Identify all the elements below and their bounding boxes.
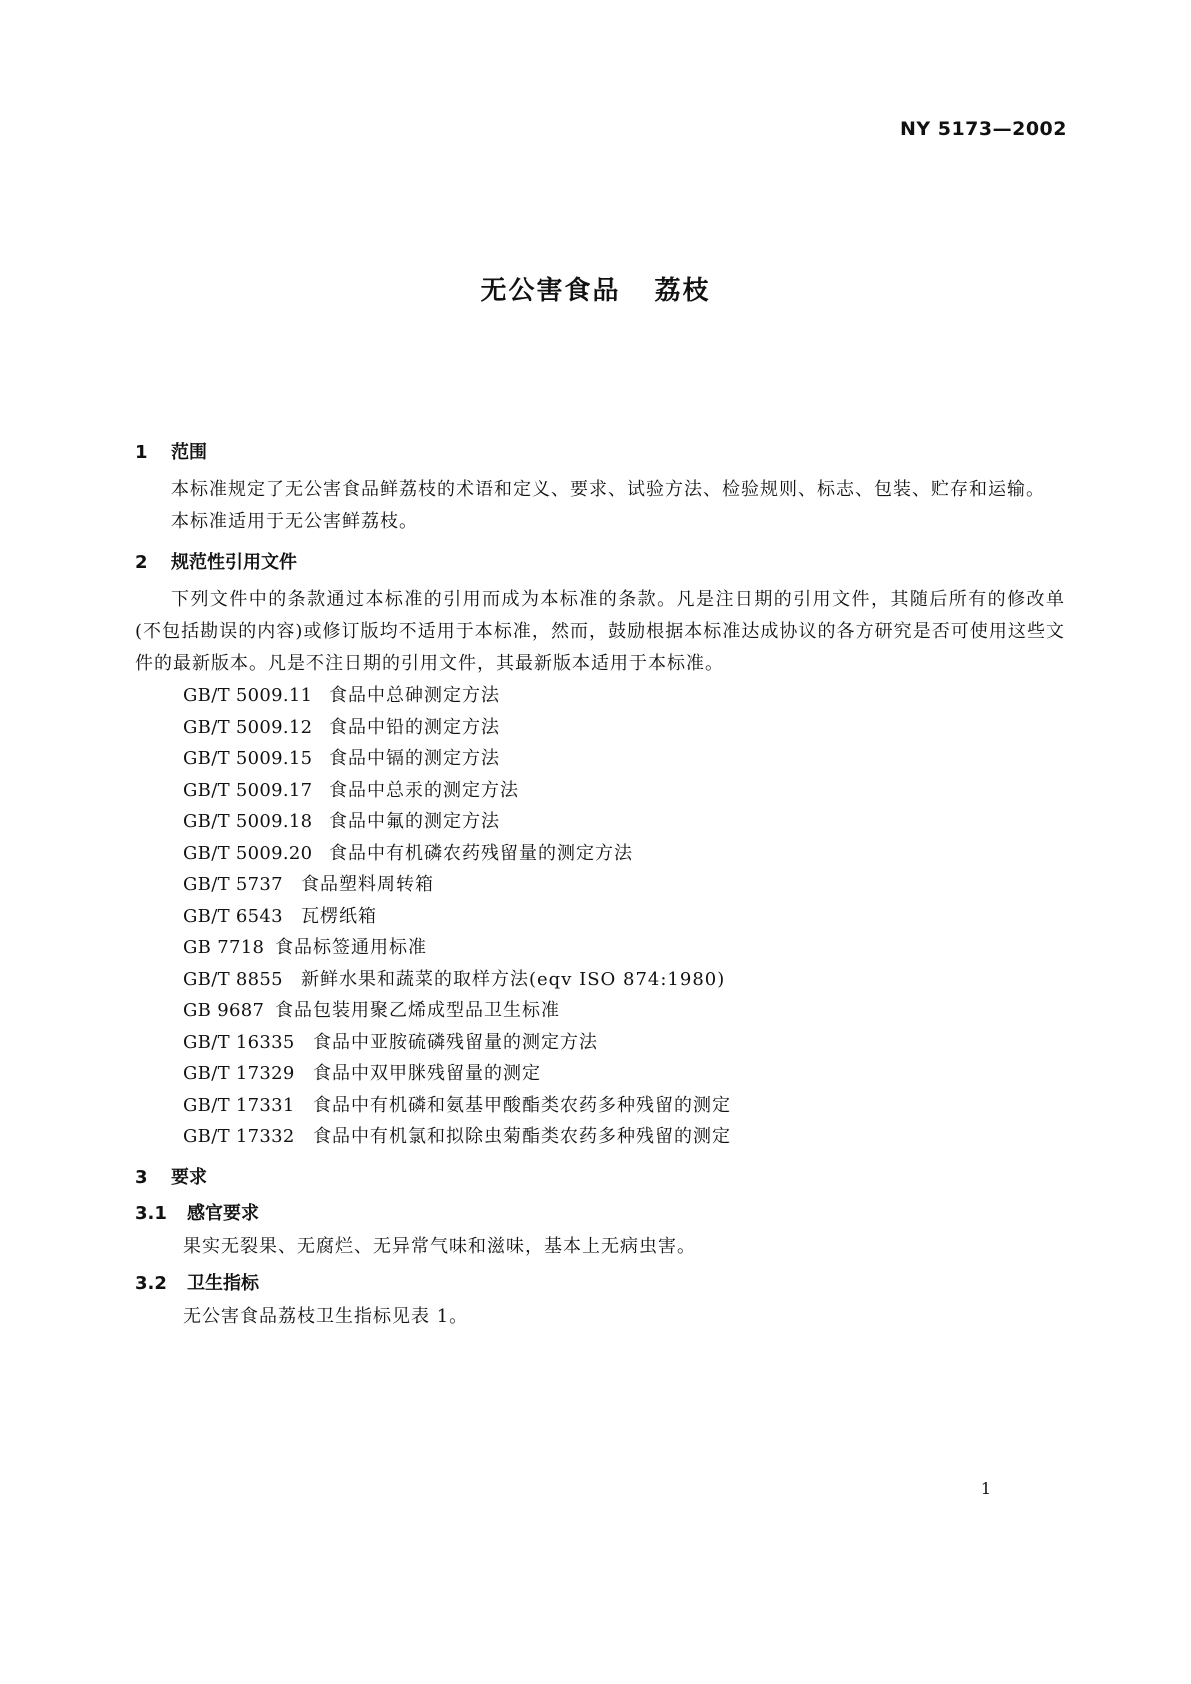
reference-item [183,932,1065,964]
reference-item [183,806,1065,838]
section-1-paragraph-1: 本标准规定了无公害食品鲜荔枝的术语和定义、要求、试验方法、检验规则、标志、包装、贮存和运输。 [171,479,1045,500]
reference-title: 食品中有机磷和氨基甲酸酯类农药多种残留的测定 [313,1094,731,1116]
normative-references-list [135,680,1065,1153]
reference-code: GB/T 8855 [183,968,283,990]
reference-item [183,995,1065,1027]
reference-item [183,1121,1065,1153]
subsection-title: 感官要求 [187,1202,259,1224]
reference-code: GB/T 17332 [183,1126,295,1147]
reference-title: 食品包装用聚乙烯成型品卫生标准 [275,1000,560,1021]
section-3-1-text: 果实无裂果、无腐烂、无异常气味和滋味，基本上无病虫害。 [183,1235,696,1257]
reference-item [183,869,1065,901]
reference-item [183,838,1065,870]
reference-title: 食品中双甲脒残留量的测定 [313,1063,541,1084]
reference-title: 食品中有机氯和拟除虫菊酯类农药多种残留的测定 [313,1126,731,1147]
section-number: 2 [135,552,148,573]
reference-title: 食品中氟的测定方法 [329,811,500,832]
reference-code: GB/T 5009.12 [183,716,313,738]
reference-title: 食品中亚胺硫磷残留量的测定方法 [313,1031,598,1053]
document-code: NY 5173—2002 [899,118,1067,140]
reference-item [183,901,1065,933]
reference-title: 新鲜水果和蔬菜的取样方法(eqv ISO 874:1980) [301,968,726,990]
subsection-title: 卫生指标 [187,1272,259,1294]
reference-code: GB 7718 [183,937,265,958]
reference-code: GB/T 5009.17 [183,779,313,801]
title-part-2: 荔枝 [654,276,711,306]
section-1-paragraph-2: 本标准适用于无公害鲜荔枝。 [171,511,418,532]
section-1-heading [135,438,1065,468]
reference-code: GB/T 5009.20 [183,842,313,864]
reference-title: 食品塑料周转箱 [301,874,434,895]
reference-title: 瓦楞纸箱 [301,905,377,927]
reference-title: 食品中总汞的测定方法 [329,779,519,801]
reference-code: GB 9687 [183,1000,265,1021]
section-title: 要求 [171,1166,207,1188]
reference-title: 食品中铅的测定方法 [329,716,500,738]
reference-item [183,1090,1065,1122]
reference-item [183,775,1065,807]
section-3-heading [135,1163,1065,1193]
document-title [0,270,1191,307]
reference-title: 食品标签通用标准 [275,937,427,958]
section-3-2-heading [135,1269,1065,1299]
reference-item [183,964,1065,996]
document-body [135,428,1065,1333]
section-3-1-heading [135,1199,1065,1229]
reference-item [183,1058,1065,1090]
reference-code: GB/T 5737 [183,874,283,895]
reference-code: GB/T 16335 [183,1031,295,1053]
reference-code: GB/T 17329 [183,1063,295,1084]
reference-code: GB/T 5009.11 [183,685,313,706]
page-number: 1 [980,1479,991,1498]
section-number: 1 [135,442,148,463]
subsection-number: 3.2 [135,1272,167,1294]
reference-title: 食品中总砷测定方法 [329,685,500,706]
reference-item [183,1027,1065,1059]
section-number: 3 [135,1166,148,1188]
section-3-2-text: 无公害食品荔枝卫生指标见表 1。 [183,1305,469,1327]
section-title: 规范性引用文件 [171,552,297,573]
section-2-heading [135,548,1065,578]
section-2-paragraph-1: 下列文件中的条款通过本标准的引用而成为本标准的条款。凡是注日期的引用文件，其随后所有的修改单(不包括勘误的内容)或修订版均不适用于本标准，然而，鼓励根据本标准达成协议的各方研究是否可使用这些文件的最新版本。凡是不注日期的引用文件，其最新版本适用于本标准。 [135,589,1065,674]
reference-title: 食品中镉的测定方法 [329,748,500,769]
reference-item [183,712,1065,744]
reference-title: 食品中有机磷农药残留量的测定方法 [329,842,633,864]
reference-code: GB/T 5009.15 [183,748,313,769]
title-part-1: 无公害食品 [480,276,621,306]
subsection-number: 3.1 [135,1202,167,1224]
reference-item [183,680,1065,712]
reference-item [183,743,1065,775]
reference-code: GB/T 5009.18 [183,811,313,832]
section-title: 范围 [171,442,207,463]
reference-code: GB/T 6543 [183,905,283,927]
reference-code: GB/T 17331 [183,1094,295,1116]
